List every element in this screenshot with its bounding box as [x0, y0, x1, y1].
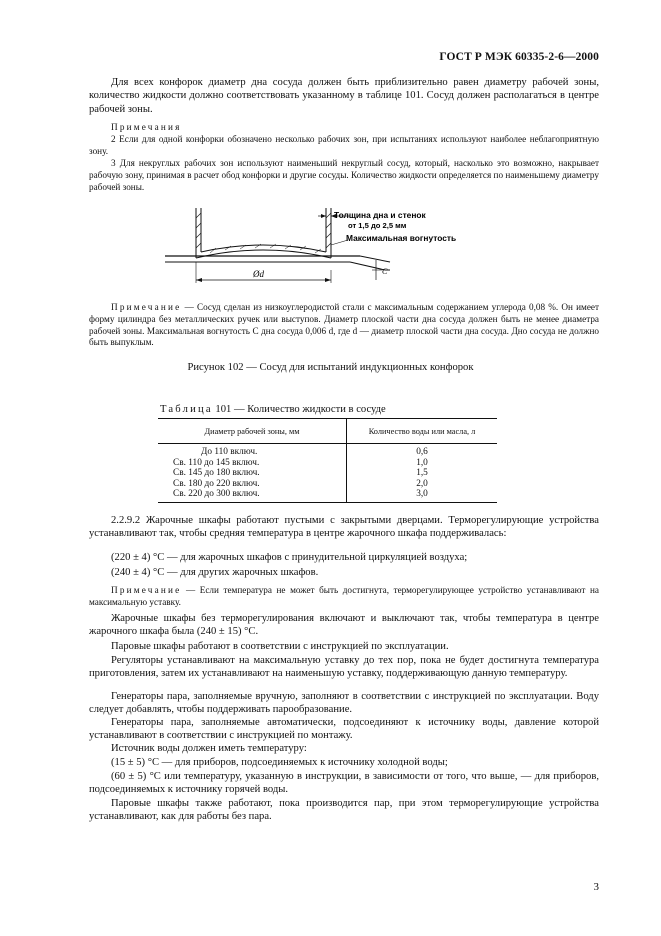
note-3: 3 Для некруглых рабочих зон используют наименьший некруглый сосуд, который, насколько это возможно, накрывает рабочую зону, принимая в расчет обод конфорки и другие сосуды. Количество жидкости определяется по наименьшему диаметру рабочей зоны.	[89, 158, 599, 192]
table-caption: Таблица 101 — Количество жидкости в сосуде	[160, 404, 386, 415]
label-convexity: Максимальная вогнутость	[346, 233, 457, 243]
intro-paragraph: Для всех конфорок диаметр дна сосуда должен быть приблизительно равен диаметру рабочей зоны, количество жидкости должно соответствовать указанному в таблице 101. Сосуд должен располагаться в центре рабочей зоны.	[89, 77, 599, 115]
label-diameter: Ød	[253, 269, 264, 279]
page-number: 3	[593, 881, 599, 893]
figure-note: Примечание — Сосуд сделан из низкоуглеродистой стали с максимальным содержанием углерода 0,08 %. Он имеет форму цилиндра без металлических ручек или выступов. Диаметр плоской части дна сосуда должен быть не менее диаметра рабочей зоны. Максимальная вогнутость C дна сосуда 0,006 d, где d — диаметр плоской части дна сосуда. Дно сосуда не должно быть выпуклым.	[89, 302, 599, 348]
table-row: Св. 220 до 300 включ. 3,0	[158, 489, 497, 502]
paragraph-manual-generators: Генераторы пара, заполняемые вручную, заполняют в соответствии с инструкцией по эксплуатации. Воду следует добавлять, чтобы поддерживать парообразование.	[89, 691, 599, 716]
standard-header: ГОСТ Р МЭК 60335-2-6—2000	[439, 51, 599, 63]
liquid-quantity-table	[158, 418, 497, 503]
paragraph-temp-forced: (220 ± 4) °С — для жарочных шкафов с принудительной циркуляцией воздуха;	[111, 552, 468, 563]
paragraph-2-2-9-2: 2.2.9.2 Жарочные шкафы работают пустыми с закрытыми дверцами. Терморегулирующие устройства устанавливают так, чтобы средняя температура в центре жарочного шкафа поддерживалась:	[89, 515, 599, 540]
vessel-diagram	[150, 200, 530, 286]
label-thickness-2: от 1,5 до 2,5 мм	[348, 221, 407, 230]
notes-heading: Примечания	[111, 122, 182, 132]
table-row: Св. 145 до 180 включ. 1,5	[158, 468, 497, 479]
col-header-quantity: Количество воды или масла, л	[347, 419, 498, 444]
paragraph-steam-operation: Паровые шкафы также работают, пока производится пар, при этом терморегулирующие устройства устанавливают, как для работы без пара.	[89, 798, 599, 823]
table-row: Св. 110 до 145 включ. 1,0	[158, 458, 497, 469]
paragraph-hot-water: (60 ± 5) °С или температуру, указанную в инструкции, в зависимости от того, что выше, — для приборов, подсоединяемых к источнику горячей воды.	[89, 771, 599, 796]
paragraph-auto-generators: Генераторы пара, заполняемые автоматически, подсоединяют к источнику воды, давление которой устанавливают в соответствии с инструкцией по монтажу.	[89, 717, 599, 742]
paragraph-water-source: Источник воды должен иметь температуру:	[111, 743, 307, 754]
paragraph-cold-water: (15 ± 5) °С — для приборов, подсоединяемых к источнику холодной воды;	[111, 757, 448, 768]
paragraph-steam-ovens: Паровые шкафы работают в соответствии с инструкцией по эксплуатации.	[111, 641, 449, 652]
table-row: До 110 включ. 0,6	[158, 444, 497, 458]
label-thickness-1: Толщина дна и стенок	[334, 210, 426, 220]
figure-caption: Рисунок 102 — Сосуд для испытаний индукционных конфорок	[187, 362, 474, 373]
table-row: Св. 180 до 220 включ. 2,0	[158, 479, 497, 490]
paragraph-temp-other: (240 ± 4) °С — для других жарочных шкафов.	[111, 567, 319, 578]
col-header-diameter: Диаметр рабочей зоны, мм	[158, 419, 347, 444]
note-temperature: Примечание — Если температура не может быть достигнута, терморегулирующее устройство устанавливают на максимальную уставку.	[89, 585, 599, 607]
paragraph-regulators: Регуляторы устанавливают на максимальную уставку до тех пор, пока не будет достигнута температура приготовления, затем их устанавливают на наименьшую уставку, поддерживающую данную температуру.	[89, 655, 599, 680]
note-2: 2 Если для одной конфорки обозначено несколько рабочих зон, при испытаниях используют наиболее неблагоприятную зону.	[89, 134, 599, 156]
label-c: C	[382, 267, 388, 276]
paragraph-no-thermostat: Жарочные шкафы без терморегулирования включают и выключают так, чтобы температура в центре жарочного шкафа была (240 ± 15) °С.	[89, 613, 599, 638]
